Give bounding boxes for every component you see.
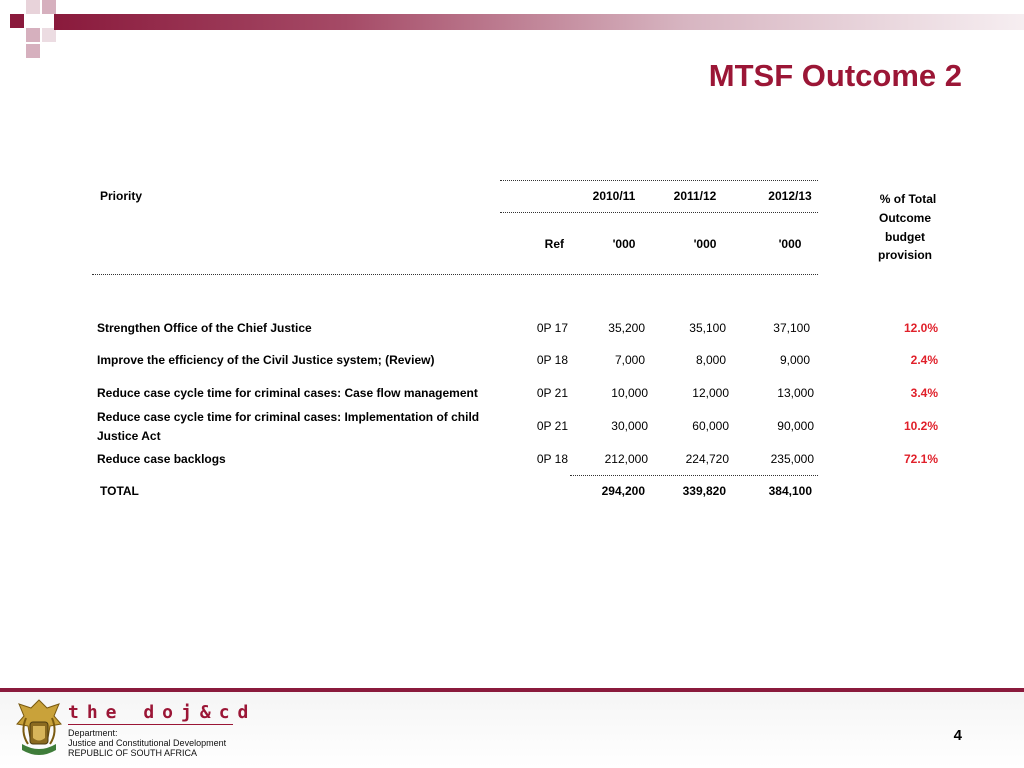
header-gradient-bar: [54, 14, 1024, 30]
total-value-2010: 294,200: [601, 484, 645, 498]
row-ref: 0P 18: [536, 452, 568, 466]
coat-of-arms-logo: [14, 698, 64, 760]
row-priority: Improve the efficiency of the Civil Justice system; (Review): [97, 353, 435, 367]
footer-rule: [0, 688, 1024, 692]
row-value-2010: 212,000: [604, 452, 648, 466]
header-year-2012: 2012/13: [768, 189, 812, 203]
row-value-2012: 37,100: [773, 321, 810, 335]
brand-name: the doj&cd: [68, 702, 257, 723]
decor-square: [10, 14, 24, 28]
total-label: TOTAL: [100, 484, 139, 498]
table-rule: [500, 180, 818, 181]
row-value-2011: 60,000: [692, 419, 729, 433]
row-value-2010: 7,000: [614, 353, 645, 367]
row-value-2012: 13,000: [777, 386, 814, 400]
row-value-2012: 90,000: [777, 419, 814, 433]
row-value-2011: 12,000: [692, 386, 729, 400]
row-value-2012: 235,000: [770, 452, 814, 466]
row-value-2011: 8,000: [695, 353, 726, 367]
row-ref: 0P 18: [536, 353, 568, 367]
page-number: 4: [953, 727, 962, 744]
row-pct: 2.4%: [910, 353, 938, 367]
row-value-2010: 10,000: [611, 386, 648, 400]
decor-square: [26, 44, 40, 58]
footer-country: REPUBLIC OF SOUTH AFRICA: [68, 748, 198, 758]
footer-department-name: Justice and Constitutional Development: [68, 738, 227, 748]
header-ref: Ref: [544, 237, 564, 251]
total-value-2011: 339,820: [682, 484, 726, 498]
decor-square: [26, 28, 40, 42]
header-pct: % of Total: [879, 192, 937, 206]
total-value-2012: 384,100: [768, 484, 812, 498]
header-pct: Outcome: [878, 211, 931, 225]
header-priority: Priority: [100, 189, 143, 203]
row-ref: 0P 21: [536, 419, 568, 433]
header-unit: '000: [693, 237, 717, 251]
row-value-2010: 30,000: [611, 419, 648, 433]
decor-square: [26, 0, 40, 14]
row-ref: 0P 21: [536, 386, 568, 400]
row-pct: 12.0%: [903, 321, 938, 335]
table-rule: [92, 274, 818, 275]
header-pct: provision: [877, 248, 932, 262]
row-priority-continued: Justice Act: [97, 429, 161, 443]
coat-of-arms-icon: [14, 698, 64, 760]
header-unit: '000: [778, 237, 802, 251]
row-pct: 3.4%: [910, 386, 938, 400]
row-priority: Reduce case cycle time for criminal cases: Case flow management: [97, 386, 478, 400]
footer-department-label: Department:: [68, 728, 118, 738]
row-value-2010: 35,200: [608, 321, 645, 335]
header-pct: budget: [885, 230, 925, 244]
row-priority: Reduce case cycle time for criminal cases: Implementation of child: [97, 410, 480, 424]
row-value-2011: 35,100: [689, 321, 726, 335]
table-rule: [500, 212, 818, 213]
decor-square: [42, 28, 56, 42]
table-rule: [570, 475, 818, 476]
row-pct: 72.1%: [903, 452, 938, 466]
row-priority: Reduce case backlogs: [97, 452, 226, 466]
row-priority: Strengthen Office of the Chief Justice: [97, 321, 312, 335]
row-pct: 10.2%: [903, 419, 938, 433]
row-value-2012: 9,000: [779, 353, 810, 367]
row-ref: 0P 17: [536, 321, 568, 335]
decor-square: [42, 0, 56, 14]
row-value-2011: 224,720: [685, 452, 729, 466]
header-unit: '000: [612, 237, 636, 251]
slide-title: MTSF Outcome 2: [708, 58, 962, 93]
header-year-2011: 2011/12: [673, 189, 717, 203]
header-year-2010: 2010/11: [592, 189, 636, 203]
brand-underline: [68, 724, 233, 725]
